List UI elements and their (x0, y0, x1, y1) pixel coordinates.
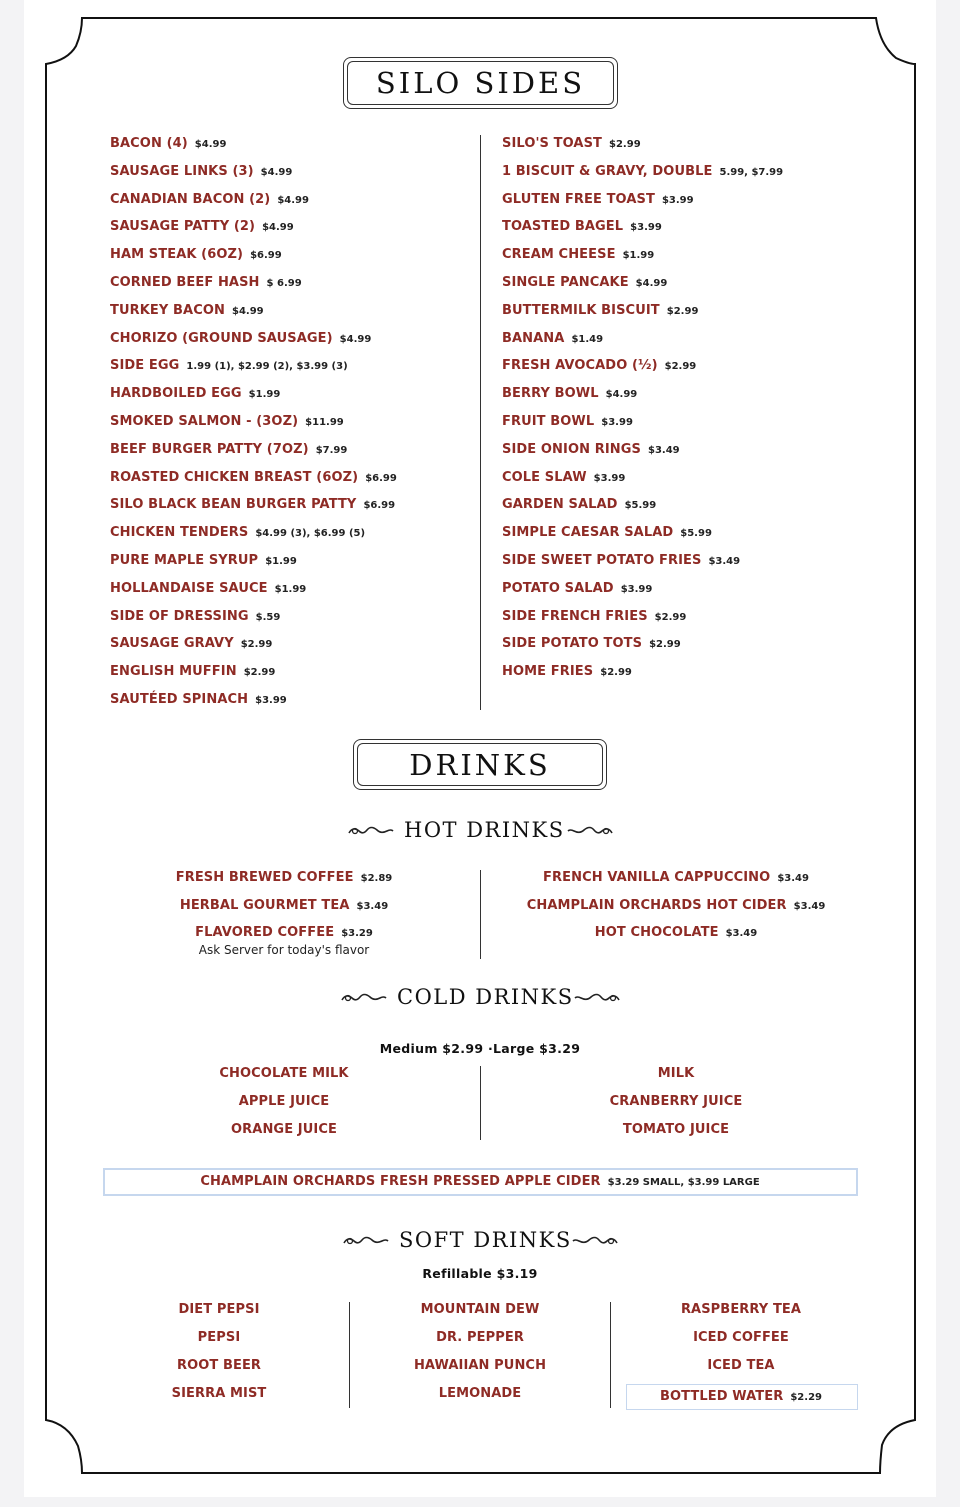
item-price: $2.99 (649, 639, 681, 651)
item-price: $3.49 (708, 556, 741, 567)
sides-title-box (343, 57, 618, 109)
flourish-left-icon (340, 990, 388, 1006)
bottled-water-item (660, 1389, 822, 1404)
menu-item (502, 303, 698, 318)
item-name: ENGLISH MUFFIN (110, 664, 237, 680)
menu-item (527, 898, 826, 913)
flourish-right-icon (571, 1233, 619, 1249)
menu-item (502, 247, 654, 262)
menu-item (110, 192, 309, 207)
menu-item: PEPSI (197, 1330, 241, 1345)
item-name: BANANA (502, 330, 565, 346)
item-price: $3.29 (341, 928, 373, 939)
menu-item (180, 898, 388, 913)
menu-item (195, 925, 373, 940)
item-name: SIMPLE CAESAR SALAD (502, 525, 674, 541)
menu-item (110, 358, 348, 373)
menu-item (110, 470, 397, 485)
menu-item (502, 136, 641, 151)
item-name: FRUIT BOWL (502, 414, 595, 429)
item-name: CREAM CHEESE (502, 247, 616, 263)
hot-note: Ask Server for today's flavor (198, 943, 370, 957)
drinks-title-box (353, 739, 607, 790)
item-price: $3.49 (777, 873, 809, 884)
menu-item (110, 414, 344, 429)
item-name: BERRY BOWL (502, 386, 599, 402)
item-name: GLUTEN FREE TOAST (502, 191, 655, 207)
item-price: $6.99 (365, 472, 397, 484)
menu-item (502, 219, 662, 234)
menu-item (110, 553, 297, 568)
bottled-water-price: $2.29 (790, 1392, 822, 1403)
cider-name: CHAMPLAIN ORCHARDS FRESH PRESSED APPLE CIDER (200, 1174, 601, 1189)
menu-item (502, 442, 680, 457)
menu-item (110, 164, 292, 179)
menu-item (110, 247, 282, 262)
menu-item: DIET PEPSI (178, 1302, 260, 1317)
item-name: FLAVORED COFFEE (195, 925, 335, 940)
item-price: $2.99 (243, 667, 276, 679)
item-price: $ 6.99 (266, 278, 302, 289)
item-name: SINGLE PANCAKE (502, 275, 629, 290)
item-name: ROASTED CHICKEN BREAST (6OZ) (110, 469, 359, 485)
flourish-left-icon (342, 1233, 390, 1249)
flourish-left-icon (347, 823, 395, 839)
menu-item: SIERRA MIST (171, 1386, 267, 1401)
menu-item (595, 925, 757, 940)
item-name: HOLLANDAISE SAUCE (110, 580, 268, 596)
item-price: $1.49 (571, 333, 604, 345)
item-name: PURE MAPLE SYRUP (110, 553, 259, 568)
drinks-title: DRINKS (357, 743, 603, 786)
item-name: HERBAL GOURMET TEA (179, 897, 350, 913)
item-name: HARDBOILED EGG (110, 386, 242, 402)
menu-item (110, 386, 280, 401)
menu-item: RASPBERRY TEA (680, 1302, 802, 1317)
item-price: $3.99 (593, 472, 626, 484)
sides-divider (480, 135, 481, 710)
item-name: SAUTÉED SPINACH (110, 692, 249, 707)
item-name: BACON (4) (110, 136, 188, 151)
item-price: $7.99 (315, 444, 348, 456)
item-price: $6.99 (363, 500, 396, 512)
item-price: $1.99 (622, 250, 655, 262)
menu-item (502, 525, 712, 540)
item-price: $3.99 (601, 417, 633, 428)
item-name: SIDE OF DRESSING (110, 608, 249, 624)
menu-item: TOMATO JUICE (622, 1122, 730, 1137)
item-price: $3.99 (661, 194, 694, 206)
menu-item (502, 581, 652, 596)
item-name: SIDE FRENCH FRIES (502, 608, 648, 624)
menu-item: APPLE JUICE (238, 1094, 330, 1109)
menu-item (502, 386, 637, 401)
item-price: $2.89 (360, 873, 393, 884)
soft-divider-1 (349, 1302, 350, 1408)
soft-drinks-heading: SOFT DRINKS (399, 1228, 572, 1252)
menu-item (543, 870, 809, 885)
item-name: 1 BISCUIT & GRAVY, DOUBLE (502, 163, 713, 179)
menu-item (110, 497, 395, 512)
menu-item (502, 414, 633, 429)
item-price: $.59 (255, 611, 281, 623)
cider-price: $3.29 SMALL, $3.99 LARGE (607, 1177, 760, 1188)
item-price: $4.99 (262, 222, 294, 234)
item-name: SILO BLACK BEAN BURGER PATTY (110, 497, 357, 513)
menu-item (110, 303, 264, 318)
item-name: GARDEN SALAD (502, 497, 618, 513)
menu-item (502, 192, 694, 207)
item-price: $2.99 (666, 305, 699, 317)
hot-drinks-heading: HOT DRINKS (404, 818, 565, 842)
item-price: $5.99 (624, 500, 657, 512)
menu-item (502, 609, 686, 624)
item-name: SMOKED SALMON - (3OZ) (110, 414, 299, 429)
menu-item (110, 219, 294, 234)
menu-item: DR. PEPPER (436, 1330, 524, 1345)
menu-item: ICED TEA (707, 1358, 775, 1373)
item-price: $3.49 (793, 900, 826, 912)
item-name: COLE SLAW (502, 469, 587, 485)
menu-item (502, 331, 603, 346)
item-price: $4.99 (277, 194, 309, 206)
item-name: TURKEY BACON (110, 302, 225, 318)
item-price: $4.99 (339, 333, 372, 345)
item-name: BEEF BURGER PATTY (7OZ) (110, 441, 309, 457)
menu-item: ROOT BEER (176, 1358, 262, 1373)
item-price: 1.99 (1), $2.99 (2), $3.99 (3) (186, 361, 348, 373)
menu-item: MILK (657, 1066, 695, 1081)
item-price: $3.99 (620, 583, 653, 595)
item-name: SILO'S TOAST (502, 136, 603, 151)
item-price: $6.99 (250, 250, 282, 262)
item-name: POTATO SALAD (502, 580, 614, 596)
item-name: CHAMPLAIN ORCHARDS HOT CIDER (526, 897, 787, 913)
menu-item: MOUNTAIN DEW (420, 1302, 540, 1317)
item-price: 5.99, $7.99 (719, 166, 784, 178)
menu-item (502, 470, 625, 485)
item-name: SIDE ONION RINGS (502, 441, 641, 457)
menu-item (110, 331, 371, 346)
menu-item: LEMONADE (438, 1386, 522, 1401)
cold-divider (480, 1066, 481, 1140)
sides-title: SILO SIDES (347, 61, 614, 105)
item-price: $5.99 (680, 528, 712, 540)
cold-drinks-heading: COLD DRINKS (397, 985, 574, 1009)
flourish-right-icon (566, 823, 614, 839)
menu-item (110, 609, 280, 624)
menu-item: ORANGE JUICE (231, 1122, 337, 1137)
item-name: SIDE POTATO TOTS (502, 636, 643, 652)
item-name: SAUSAGE GRAVY (110, 636, 234, 652)
item-name: SIDE SWEET POTATO FRIES (502, 553, 702, 568)
menu-item (502, 358, 696, 373)
item-name: FRESH AVOCADO (½) (502, 358, 658, 374)
menu-item (110, 442, 347, 457)
menu-item (110, 692, 287, 707)
item-price: $2.99 (240, 639, 273, 651)
item-name: SAUSAGE LINKS (3) (110, 163, 254, 179)
soft-refill-price: Refillable $3.19 (422, 1266, 538, 1281)
item-price: $1.99 (274, 583, 307, 595)
menu-item: HAWAIIAN PUNCH (413, 1358, 547, 1373)
menu-item (502, 164, 783, 179)
item-name: FRENCH VANILLA CAPPUCCINO (543, 870, 771, 885)
item-name: BUTTERMILK BISCUIT (502, 302, 660, 318)
menu-item (110, 636, 272, 651)
item-name: SAUSAGE PATTY (2) (110, 219, 256, 235)
menu-item (110, 581, 306, 596)
item-price: $1.99 (248, 389, 281, 401)
item-name: CORNED BEEF HASH (110, 275, 260, 290)
item-name: CHICKEN TENDERS (110, 525, 249, 541)
item-name: HOT CHOCOLATE (594, 925, 719, 940)
item-name: TOASTED BAGEL (502, 219, 624, 235)
item-name: CANADIAN BACON (2) (110, 191, 271, 207)
cold-sizes-pricing: Medium $2.99 ·Large $3.29 (379, 1041, 581, 1056)
item-price: $3.49 (356, 900, 389, 912)
item-price: $4.99 (3), $6.99 (5) (255, 528, 366, 540)
menu-item (110, 525, 365, 540)
item-price: $4.99 (605, 389, 638, 401)
item-price: $3.99 (630, 222, 662, 234)
item-name: FRESH BREWED COFFEE (175, 870, 354, 885)
item-price: $2.99 (600, 667, 632, 679)
item-price: $4.99 (635, 278, 668, 289)
menu-item (110, 136, 226, 151)
bottled-water-name: BOTTLED WATER (660, 1389, 784, 1404)
item-price: $2.99 (664, 361, 697, 373)
menu-item: ICED COFFEE (693, 1330, 789, 1345)
item-name: CHORIZO (GROUND SAUSAGE) (110, 330, 333, 346)
item-price: $4.99 (260, 166, 293, 178)
item-price: $1.99 (265, 556, 297, 567)
cider-item (200, 1174, 759, 1189)
item-price: $3.49 (647, 444, 680, 456)
menu-item: CRANBERRY JUICE (609, 1094, 743, 1109)
item-price: $3.99 (255, 695, 287, 706)
menu-item: CHOCOLATE MILK (219, 1066, 349, 1081)
menu-item (502, 275, 667, 290)
item-price: $3.49 (725, 928, 758, 939)
item-price: $4.99 (231, 305, 264, 317)
soft-divider-2 (610, 1302, 611, 1408)
menu-item (502, 664, 632, 679)
hot-divider (480, 870, 481, 959)
menu-item (110, 664, 275, 679)
menu-item (502, 553, 740, 568)
flourish-right-icon (573, 990, 621, 1006)
item-price: $2.99 (609, 139, 641, 150)
menu-item (176, 870, 393, 885)
item-price: $11.99 (305, 417, 344, 428)
item-name: HOME FRIES (502, 664, 594, 680)
menu-item (502, 497, 656, 512)
menu-item (502, 636, 681, 651)
item-name: HAM STEAK (6OZ) (110, 247, 244, 263)
item-price: $4.99 (194, 139, 227, 150)
item-name: SIDE EGG (110, 358, 180, 374)
menu-item (110, 275, 302, 290)
item-price: $2.99 (654, 611, 687, 623)
